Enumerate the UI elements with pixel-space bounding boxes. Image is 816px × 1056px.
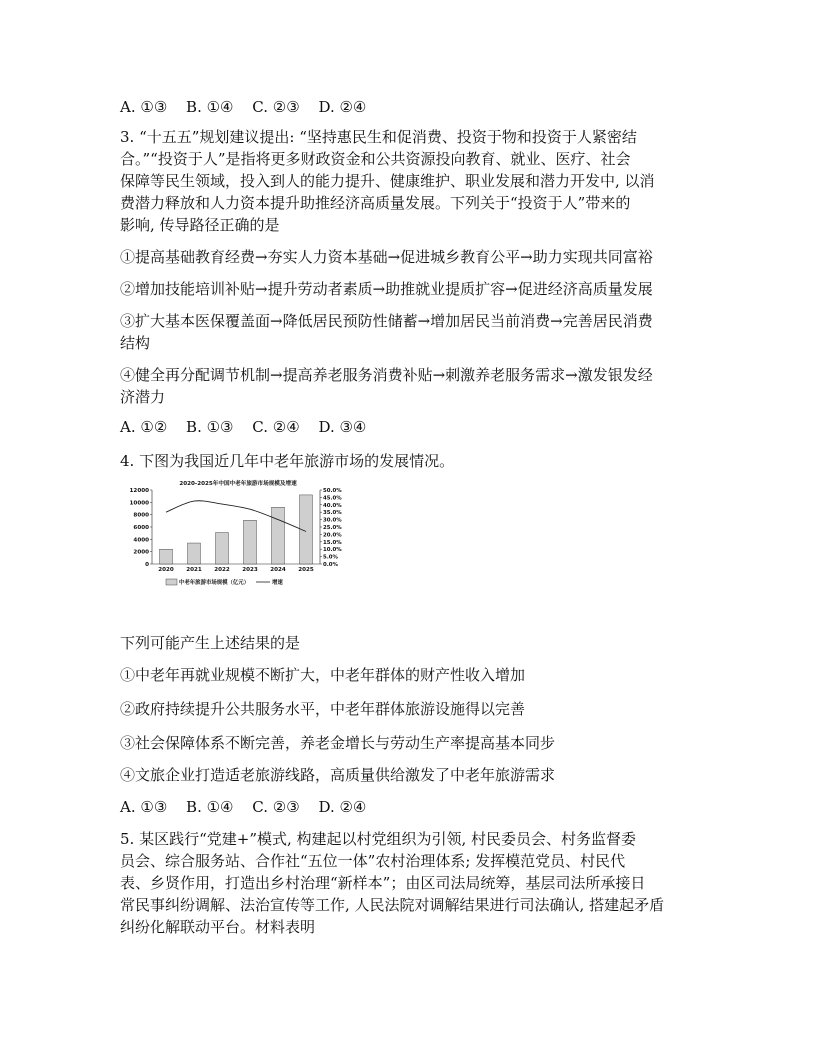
q3-stem-line-2: 合。”“投资于人”是指将更多财政资金和公共资源投向教育、就业、医疗、社会 — [120, 150, 631, 168]
legend-bar-label: 中老年旅游市场规模（亿元） — [179, 580, 250, 586]
q3-option-c: C. ②④ — [252, 418, 300, 436]
q4-question: 下列可能产生上述结果的是 — [120, 634, 301, 652]
q2-options — [120, 96, 700, 118]
q4-options — [120, 796, 700, 818]
y-right-tick-label: 50.0% — [323, 488, 342, 494]
x-tick-label: 2023 — [242, 567, 258, 573]
q5-stem-line-5: 纠纷化解联动平台。材料表明 — [120, 918, 316, 936]
q5-stem-line-2: 员会、综合服务站、合作社“五位一体”农村治理体系; 发挥模范党员、村民代 — [120, 852, 626, 870]
q4-chart-svg — [118, 478, 358, 590]
q4-item-1: ①中老年再就业规模不断扩大，中老年群体的财产性收入增加 — [120, 666, 526, 684]
chart-bar — [272, 507, 285, 564]
q4-option-d: D. ②④ — [318, 798, 367, 816]
y-right-tick-label: 45.0% — [323, 495, 342, 502]
q2-option-c: C. ②③ — [252, 98, 300, 116]
legend-line-label: 增速 — [272, 580, 283, 586]
x-tick-label: 2021 — [186, 567, 202, 573]
y-right-tick-label: 10.0% — [323, 547, 342, 554]
q4-stem: 4. 下图为我国近几年中老年旅游市场的发展情况。 — [120, 452, 455, 470]
y-left-tick-label: 12000 — [129, 488, 149, 494]
chart-bar — [244, 520, 257, 564]
q3-option-a: A. ①② — [120, 418, 168, 436]
q3-item-2: ②增加技能培训补贴→提升劳动者素质→助推就业提质扩容→促进经济高质量发展 — [120, 280, 653, 298]
q3-stem-line-5: 影响, 传导路径正确的是 — [120, 216, 280, 234]
q3-item-3-line-2: 结构 — [120, 334, 151, 352]
y-left-tick-label: 8000 — [133, 512, 149, 519]
growth-rate-line — [166, 501, 306, 532]
y-left-tick-label: 6000 — [133, 525, 149, 531]
q2-option-a: A. ①③ — [120, 98, 168, 116]
y-left-tick-label: 0 — [145, 562, 149, 568]
y-left-tick-label: 4000 — [133, 537, 149, 544]
x-tick-label: 2024 — [270, 567, 286, 573]
q4-option-c: C. ②③ — [252, 798, 300, 816]
x-tick-label: 2020 — [158, 567, 174, 573]
q3-item-3-line-1: ③扩大基本医保覆盖面→降低居民预防性储蓄→增加居民当前消费→完善居民消费 — [120, 312, 653, 330]
y-left-tick-label: 10000 — [129, 500, 149, 507]
y-right-tick-label: 40.0% — [323, 502, 342, 509]
q2-option-b: B. ①④ — [186, 98, 234, 116]
legend-bar-swatch — [166, 579, 177, 585]
y-right-tick-label: 20.0% — [323, 532, 342, 539]
q3-stem-line-3: 保障等民生领域，投入到人的能力提升、健康维护、职业发展和潜力开发中, 以消 — [120, 172, 655, 190]
x-tick-label: 2025 — [298, 567, 314, 573]
q3-item-1: ①提高基础教育经费→夯实人力资本基础→促进城乡教育公平→助力实现共同富裕 — [120, 248, 653, 266]
q5-stem-line-4: 常民事纠纷调解、法治宣传等工作, 人民法院对调解结果进行司法确认, 搭建起矛盾 — [120, 896, 665, 914]
q4-chart — [118, 478, 358, 590]
y-right-tick-label: 35.0% — [323, 510, 342, 517]
y-right-tick-label: 25.0% — [323, 525, 342, 531]
chart-bar — [216, 533, 229, 564]
y-right-tick-label: 0.0% — [323, 562, 338, 568]
q3-option-b: B. ①③ — [186, 418, 234, 436]
q5-stem-line-1: 5. 某区践行“党建+”模式, 构建起以村党组织为引领, 村民委员会、村务监督委 — [120, 830, 637, 848]
q3-item-4-line-2: 济潜力 — [120, 388, 166, 406]
q3-stem-line-4: 费潜力释放和人力资本提升助推经济高质量发展。下列关于“投资于人”带来的 — [120, 194, 631, 212]
q4-item-2: ②政府持续提升公共服务水平，中老年群体旅游设施得以完善 — [120, 700, 526, 718]
x-tick-label: 2022 — [214, 567, 230, 573]
chart-bar — [188, 543, 201, 564]
y-right-tick-label: 15.0% — [323, 539, 342, 546]
y-right-tick-label: 5.0% — [323, 554, 338, 561]
q4-item-3: ③社会保障体系不断完善，养老金增长与劳动生产率提高基本同步 — [120, 734, 556, 752]
q4-item-4: ④文旅企业打造适老旅游线路，高质量供给激发了中老年旅游需求 — [120, 766, 556, 784]
q4-option-b: B. ①④ — [186, 798, 234, 816]
q2-option-d: D. ②④ — [318, 98, 367, 116]
q3-stem-line-1: 3. “十五五”规划建议提出: “坚持惠民生和促消费、投资于物和投资于人紧密结 — [120, 128, 637, 146]
y-left-tick-label: 2000 — [133, 549, 149, 556]
q5-stem-line-3: 表、乡贤作用，打造出乡村治理“新样本”；由区司法局统筹，基层司法所承接日 — [120, 874, 646, 892]
chart-bar — [160, 549, 173, 564]
q3-option-d: D. ③④ — [318, 418, 367, 436]
chart-title: 2020-2025年中国中老年旅游市场规模及增速 — [179, 481, 297, 487]
q4-option-a: A. ①③ — [120, 798, 168, 816]
q3-options — [120, 416, 700, 438]
q3-item-4-line-1: ④健全再分配调节机制→提高养老服务消费补贴→刺激养老服务需求→激发银发经 — [120, 366, 653, 384]
y-right-tick-label: 30.0% — [323, 517, 342, 524]
